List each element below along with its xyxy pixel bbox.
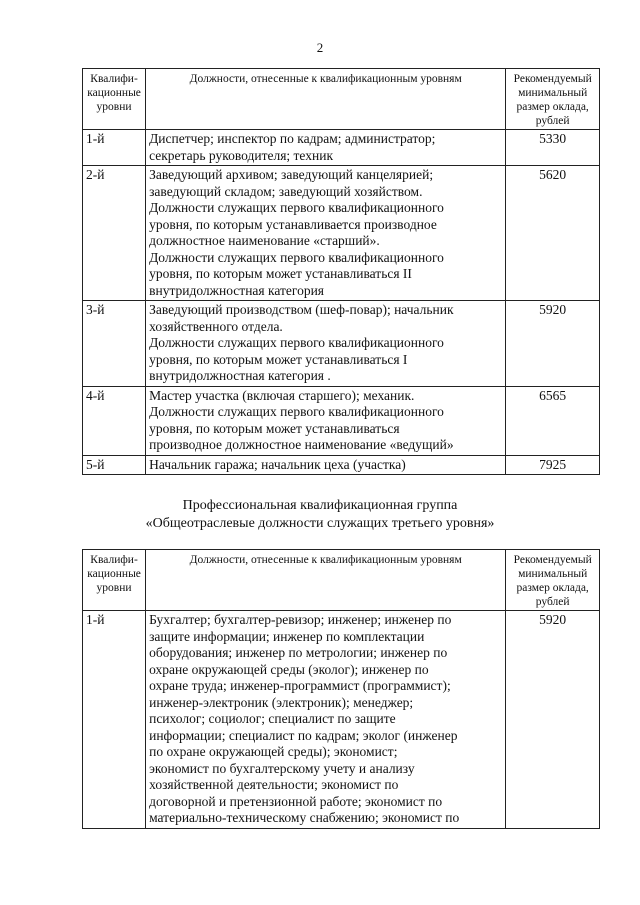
qualification-level: 4-й [83, 386, 146, 455]
positions-line: договорной и претензионной работе; экономист по [149, 793, 443, 809]
qualification-level: 2-й [83, 166, 146, 301]
positions-line: экономист по бухгалтерскому учету и анализу [149, 760, 415, 776]
positions-line: материально-техническому снабжению; экономист по [149, 810, 460, 825]
qualification-level: 1-й [83, 611, 146, 829]
salary-value: 5920 [506, 301, 600, 387]
positions-line: Бухгалтер; бухгалтер-ревизор; инженер; инженер по [149, 612, 452, 627]
positions-line: внутридолжностная категория . [149, 368, 331, 383]
positions-line: секретарь руководителя; техник [149, 147, 333, 163]
header-salary [506, 69, 600, 130]
header-positions-text: Должности, отнесенные к квалификационным уровням [189, 73, 462, 85]
qualification-level: 5-й [83, 455, 146, 475]
header-salary [506, 550, 600, 611]
table-1-body [83, 130, 600, 475]
positions-line: уровня, по которым может устанавливаться II [149, 266, 412, 281]
qualification-level: 1-й [83, 130, 146, 166]
positions-line: информации; специалист по кадрам; эколог (инженер [149, 727, 458, 743]
table-row [83, 301, 600, 387]
positions-line: психолог; социолог; специалист по защите [149, 711, 396, 726]
positions-line: Должности служащих первого квалификационного [149, 404, 444, 419]
positions-line: внутридолжностная категория [149, 282, 325, 298]
positions-line: хозяйственной деятельности; экономист по [149, 777, 399, 792]
positions-cell [146, 455, 506, 475]
positions-cell [146, 301, 506, 387]
qualification-level: 3-й [83, 301, 146, 387]
group-title-line-2: «Общеотраслевые должности служащих третьего уровня» [145, 516, 495, 531]
positions-line: защите информации; инженер по комплектации [149, 628, 425, 644]
positions-cell [146, 130, 506, 166]
positions-line: Мастер участка (включая старшего); механик. [149, 387, 415, 403]
table-header-row [83, 69, 600, 130]
table-2-body [83, 611, 600, 829]
positions-line: производное должностное наименование «ведущий» [149, 437, 454, 452]
positions-line: хозяйственного отдела. [149, 318, 283, 334]
positions-line: Должности служащих первого квалификационного [149, 335, 444, 350]
table-row [83, 455, 600, 475]
positions-line: по охране окружающей среды); экономист; [149, 744, 398, 759]
positions-line: охране труда; инженер-программист (программист); [149, 678, 451, 693]
group-title-line-1: Профессиональная квалификационная группа [182, 498, 458, 513]
salary-value: 7925 [506, 455, 600, 475]
positions-line: заведующий складом; заведующий хозяйством. [149, 183, 423, 199]
positions-line: уровня, по которым может устанавливаться [149, 420, 400, 436]
header-levels-text: Квалифи- кационные уровни [87, 554, 141, 594]
qualification-table-1 [82, 68, 600, 475]
qualification-table-2 [82, 549, 600, 829]
header-levels-text: Квалифи- кационные уровни [87, 73, 141, 113]
salary-value: 6565 [506, 386, 600, 455]
salary-value: 5330 [506, 130, 600, 166]
header-levels [83, 550, 146, 611]
positions-line: должностное наименование «старший». [149, 233, 380, 248]
positions-cell [146, 166, 506, 301]
salary-value: 5620 [506, 166, 600, 301]
positions-cell [146, 386, 506, 455]
positions-line: Заведующий производством (шеф-повар); начальник [149, 302, 454, 317]
table-row [83, 611, 600, 829]
positions-line: уровня, по которым может устанавливаться I [149, 351, 408, 367]
table-header-row [83, 550, 600, 611]
positions-line: Начальник гаража; начальник цеха (участка) [149, 456, 406, 472]
header-positions-text: Должности, отнесенные к квалификационным уровням [189, 554, 462, 566]
positions-line: охране окружающей среды (эколог); инженер по [149, 661, 429, 677]
positions-cell [146, 611, 506, 829]
header-positions [146, 550, 506, 611]
table-row [83, 166, 600, 301]
positions-line: Заведующий архивом; заведующий канцелярией; [149, 167, 434, 182]
salary-value: 5920 [506, 611, 600, 829]
table-row [83, 386, 600, 455]
table-row [83, 130, 600, 166]
positions-line: Должности служащих первого квалификационного [149, 200, 444, 215]
header-salary-text: Рекомендуемый минимальный размер оклада, рублей [513, 73, 592, 127]
positions-line: Диспетчер; инспектор по кадрам; администратор; [149, 131, 436, 146]
positions-line: оборудования; инженер по метрологии; инженер по [149, 645, 448, 660]
positions-line: уровня, по которым устанавливается производное [149, 216, 437, 232]
positions-line: Должности служащих первого квалификационного [149, 249, 444, 265]
group-title [0, 497, 640, 533]
header-levels [83, 69, 146, 130]
header-salary-text: Рекомендуемый минимальный размер оклада, рублей [513, 554, 592, 608]
positions-line: инженер-электроник (электроник); менеджер; [149, 694, 414, 710]
header-positions [146, 69, 506, 130]
page-number: 2 [316, 40, 324, 55]
